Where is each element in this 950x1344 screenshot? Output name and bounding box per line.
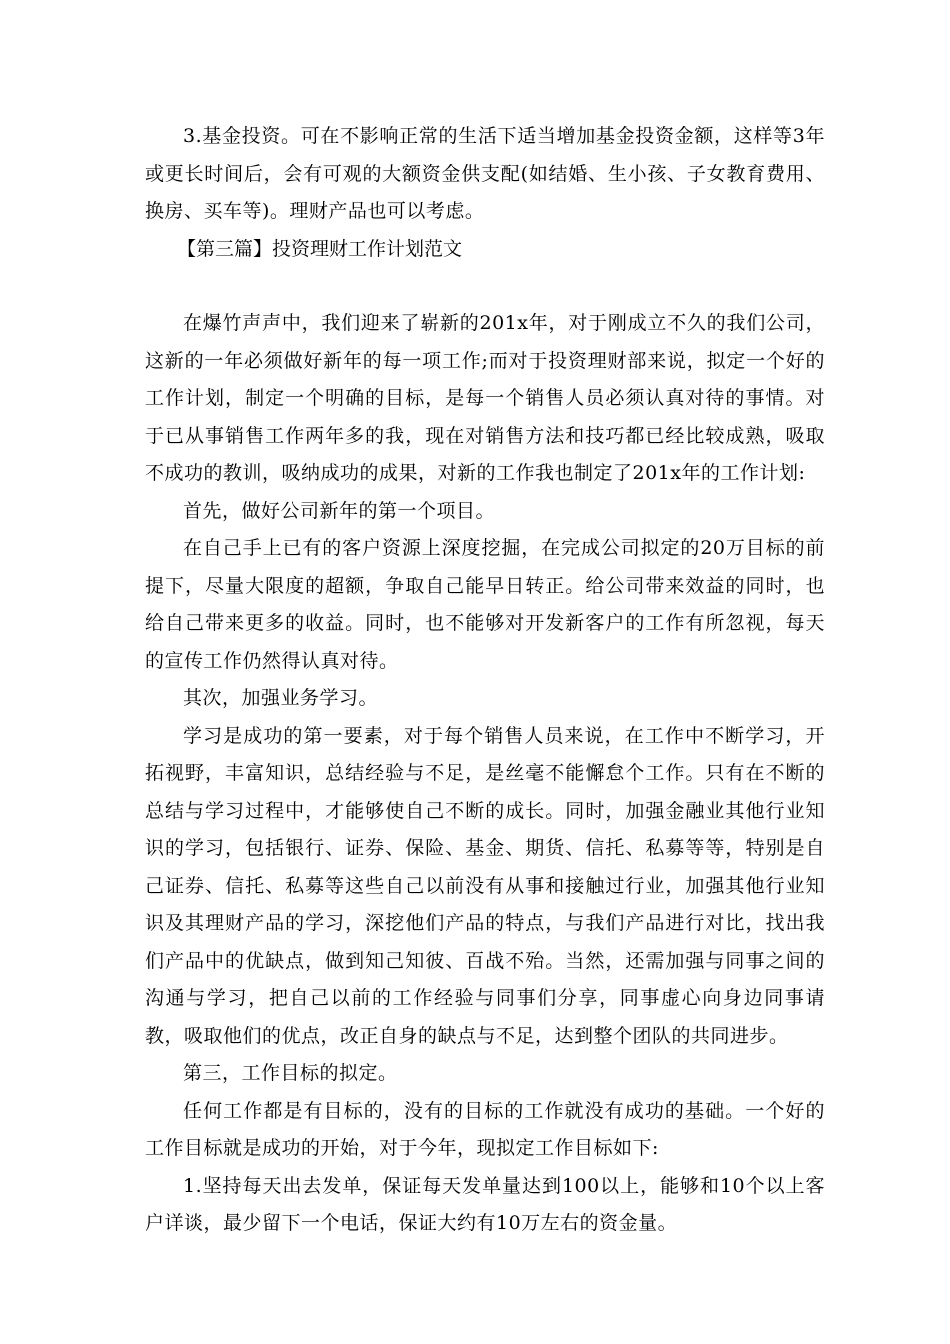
- blank-line: [145, 268, 825, 305]
- paragraph-learning: 学习是成功的第一要素，对于每个销售人员来说，在工作中不断学习，开拓视野，丰富知识，总结经验与不足，是丝毫不能懈怠个工作。只有在不断的总结与学习过程中，才能够使自己不断的成长。同时，加强金融业其他行业知识的学习，包括银行、证券、保险、基金、期货、信托、私募等等，特别是自己证券、信托、私募等这些自己以前没有从事和接触过行业，加强其他行业知识及其理财产品的学习，深挖他们产品的特点，与我们产品进行对比，找出我们产品中的优缺点，做到知己知彼、百战不殆。当然，还需加强与同事之间的沟通与学习，把自己以前的工作经验与同事们分享，同事虚心向身边同事请教，吸取他们的优点，改正自身的缺点与不足，达到整个团队的共同进步。: [145, 724, 825, 1047]
- section-heading: 【第三篇】投资理财工作计划范文: [177, 237, 463, 260]
- paragraph-client-resources: 在自己手上已有的客户资源上深度挖掘，在完成公司拟定的20万目标的前提下，尽量大限度的超额，争取自己能早日转正。给公司带来效益的同时，也给自己带来更多的收益。同时，也不能够对开发新客户的工作有所忽视，每天的宣传工作仍然得认真对待。: [145, 537, 825, 672]
- paragraph-third-point: 第三，工作目标的拟定。: [183, 1062, 398, 1084]
- paragraph-intro: 在爆竹声声中，我们迎来了崭新的201x年，对于刚成立不久的我们公司，这新的一年必须做好新年的每一项工作;而对于投资理财部来说，拟定一个好的工作计划，制定一个明确的目标，是每一个销售人员必须认真对待的事情。对于已从事销售工作两年多的我，现在对销售方法和技巧都已经比较成熟，吸取不成功的教训，吸纳成功的成果，对新的工作我也制定了201x年的工作计划:: [145, 312, 825, 484]
- paragraph-goal-1: 1.坚持每天出去发单，保证每天发单量达到100以上，能够和10个以上客户详谈，最少留下一个电话，保证大约有10万左右的资金量。: [145, 1174, 825, 1234]
- paragraph-fund-investment: 3.基金投资。可在不影响正常的生活下适当增加基金投资金额，这样等3年或更长时间后，会有可观的大额资金供支配(如结婚、生小孩、子女教育费用、换房、买车等)。理财产品也可以考虑。: [145, 125, 825, 222]
- document-page: [145, 118, 825, 1243]
- paragraph-first-point: 首先，做好公司新年的第一个项目。: [183, 499, 496, 522]
- paragraph-goals-intro: 任何工作都是有目标的，没有的目标的工作就没有成功的基础。一个好的工作目标就是成功的开始，对于今年，现拟定工作目标如下:: [145, 1099, 825, 1159]
- paragraph-second-point: 其次，加强业务学习。: [183, 687, 379, 709]
